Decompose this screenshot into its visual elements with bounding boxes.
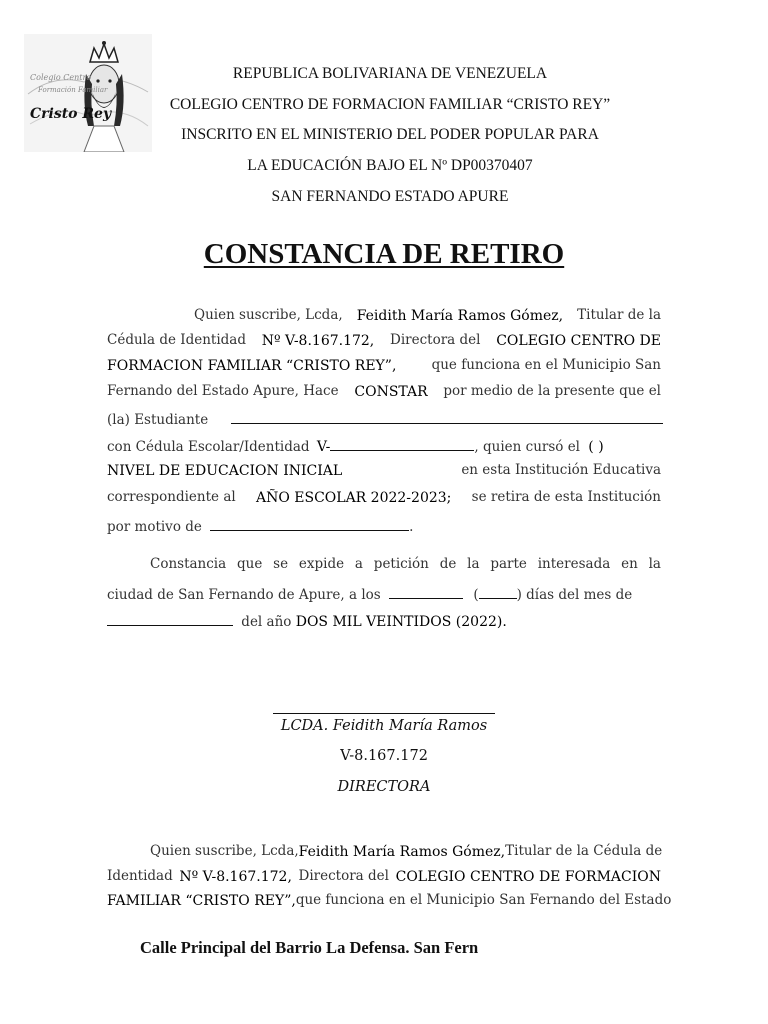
body-text: correspondiente al — [107, 489, 236, 505]
school-logo-icon — [24, 34, 152, 152]
year-text: DOS MIL VEINTIDOS (2022). — [295, 614, 507, 630]
header-location: SAN FERNANDO ESTADO APURE — [271, 188, 509, 205]
grade-field[interactable]: ( ) — [588, 439, 604, 455]
body-text: por motivo de — [107, 519, 202, 535]
body-text: Identidad — [107, 868, 173, 884]
body-text: ) días del mes de — [516, 587, 633, 603]
svg-text:Colegio Centro: Colegio Centro — [30, 73, 92, 82]
body-line — [107, 892, 672, 909]
logo-text: Cristo Rey — [30, 106, 112, 122]
student-name-field[interactable] — [231, 410, 663, 424]
body-line — [107, 585, 661, 603]
body-text: (la) Estudiante — [107, 412, 209, 428]
body-line — [107, 359, 661, 373]
day-field[interactable] — [389, 585, 463, 599]
signature-role: DIRECTORA — [337, 779, 431, 795]
month-field[interactable] — [107, 612, 233, 626]
body-line — [107, 464, 661, 478]
school-name: COLEGIO CENTRO DE — [496, 333, 661, 349]
school-name: FAMILIAR “CRISTO REY”, — [107, 893, 296, 909]
document-title: CONSTANCIA DE RETIRO — [203, 238, 565, 270]
header-registration: LA EDUCACIÓN BAJO EL Nº DP00370407 — [247, 157, 533, 174]
student-id-field[interactable] — [330, 437, 474, 451]
body-text: Fernando del Estado Apure, Hace — [107, 383, 339, 399]
svg-text:Formación Familiar: Formación Familiar — [38, 86, 108, 94]
body-line — [194, 309, 661, 323]
footer-address: Calle Principal del Barrio La Defensa. San Fern — [140, 938, 479, 957]
signature-id: V-8.167.172 — [340, 748, 428, 764]
body-line — [107, 385, 661, 399]
signature-line — [273, 713, 495, 714]
body-text: Titular de la Cédula de — [505, 843, 663, 859]
school-name: COLEGIO CENTRO DE FORMACION — [395, 869, 661, 885]
body-text: se retira de esta Institución — [471, 489, 661, 505]
day-number-field[interactable] — [479, 585, 517, 599]
body-text: . — [409, 519, 414, 535]
signature-name: LCDA. Feidith María Ramos — [280, 718, 488, 734]
header-school-name: COLEGIO CENTRO DE FORMACION FAMILIAR “CRISTO REY” — [169, 96, 611, 113]
body-line — [107, 517, 661, 535]
body-text: Directora del — [390, 332, 481, 348]
body-line — [107, 437, 661, 455]
body-text: que funciona en el Municipio San — [431, 357, 661, 373]
body-text: Cédula de Identidad — [107, 332, 246, 348]
school-name: FORMACION FAMILIAR “CRISTO REY”, — [107, 358, 397, 374]
director-id: Nº V-8.167.172, — [179, 869, 292, 885]
body-text: por medio de la presente que el — [443, 383, 661, 399]
body-text: ( — [473, 587, 479, 603]
body-line — [107, 410, 661, 428]
body-line — [107, 870, 661, 884]
director-name: Feidith María Ramos Gómez, — [356, 308, 564, 324]
body-text: , quien cursó el — [474, 439, 580, 455]
header-republic: REPUBLICA BOLIVARIANA DE VENEZUELA — [232, 65, 548, 82]
body-line — [107, 334, 661, 348]
body-line — [107, 612, 661, 630]
body-text: ciudad de San Fernando de Apure, a los — [107, 587, 381, 603]
body-text: en esta Institución Educativa — [461, 462, 661, 478]
body-line — [107, 491, 661, 505]
body-text: del año — [241, 614, 292, 630]
body-text: V- — [316, 439, 331, 455]
body-keyword: CONSTAR — [354, 384, 428, 400]
director-name: Feidith María Ramos Gómez, — [298, 844, 506, 860]
body-text: Directora del — [298, 868, 389, 884]
body-text: con Cédula Escolar/Identidad — [107, 439, 310, 455]
reason-field[interactable] — [210, 517, 409, 531]
education-level: NIVEL DE EDUCACION INICIAL — [107, 463, 343, 479]
director-id: Nº V-8.167.172, — [261, 333, 375, 349]
body-text: que funciona en el Municipio San Fernando del Estado — [295, 892, 672, 908]
body-line — [150, 845, 661, 859]
body-text: Quien suscribe, Lcda, — [194, 307, 343, 323]
body-text: Constancia que se expide a petición de la parte interesada en la — [150, 556, 661, 572]
school-year: AÑO ESCOLAR 2022-2023; — [255, 490, 452, 506]
body-text: Quien suscribe, Lcda, — [150, 843, 299, 859]
body-text: Titular de la — [577, 307, 661, 323]
body-line — [150, 558, 661, 572]
header-ministry: INSCRITO EN EL MINISTERIO DEL PODER POPULAR PARA — [181, 126, 599, 143]
